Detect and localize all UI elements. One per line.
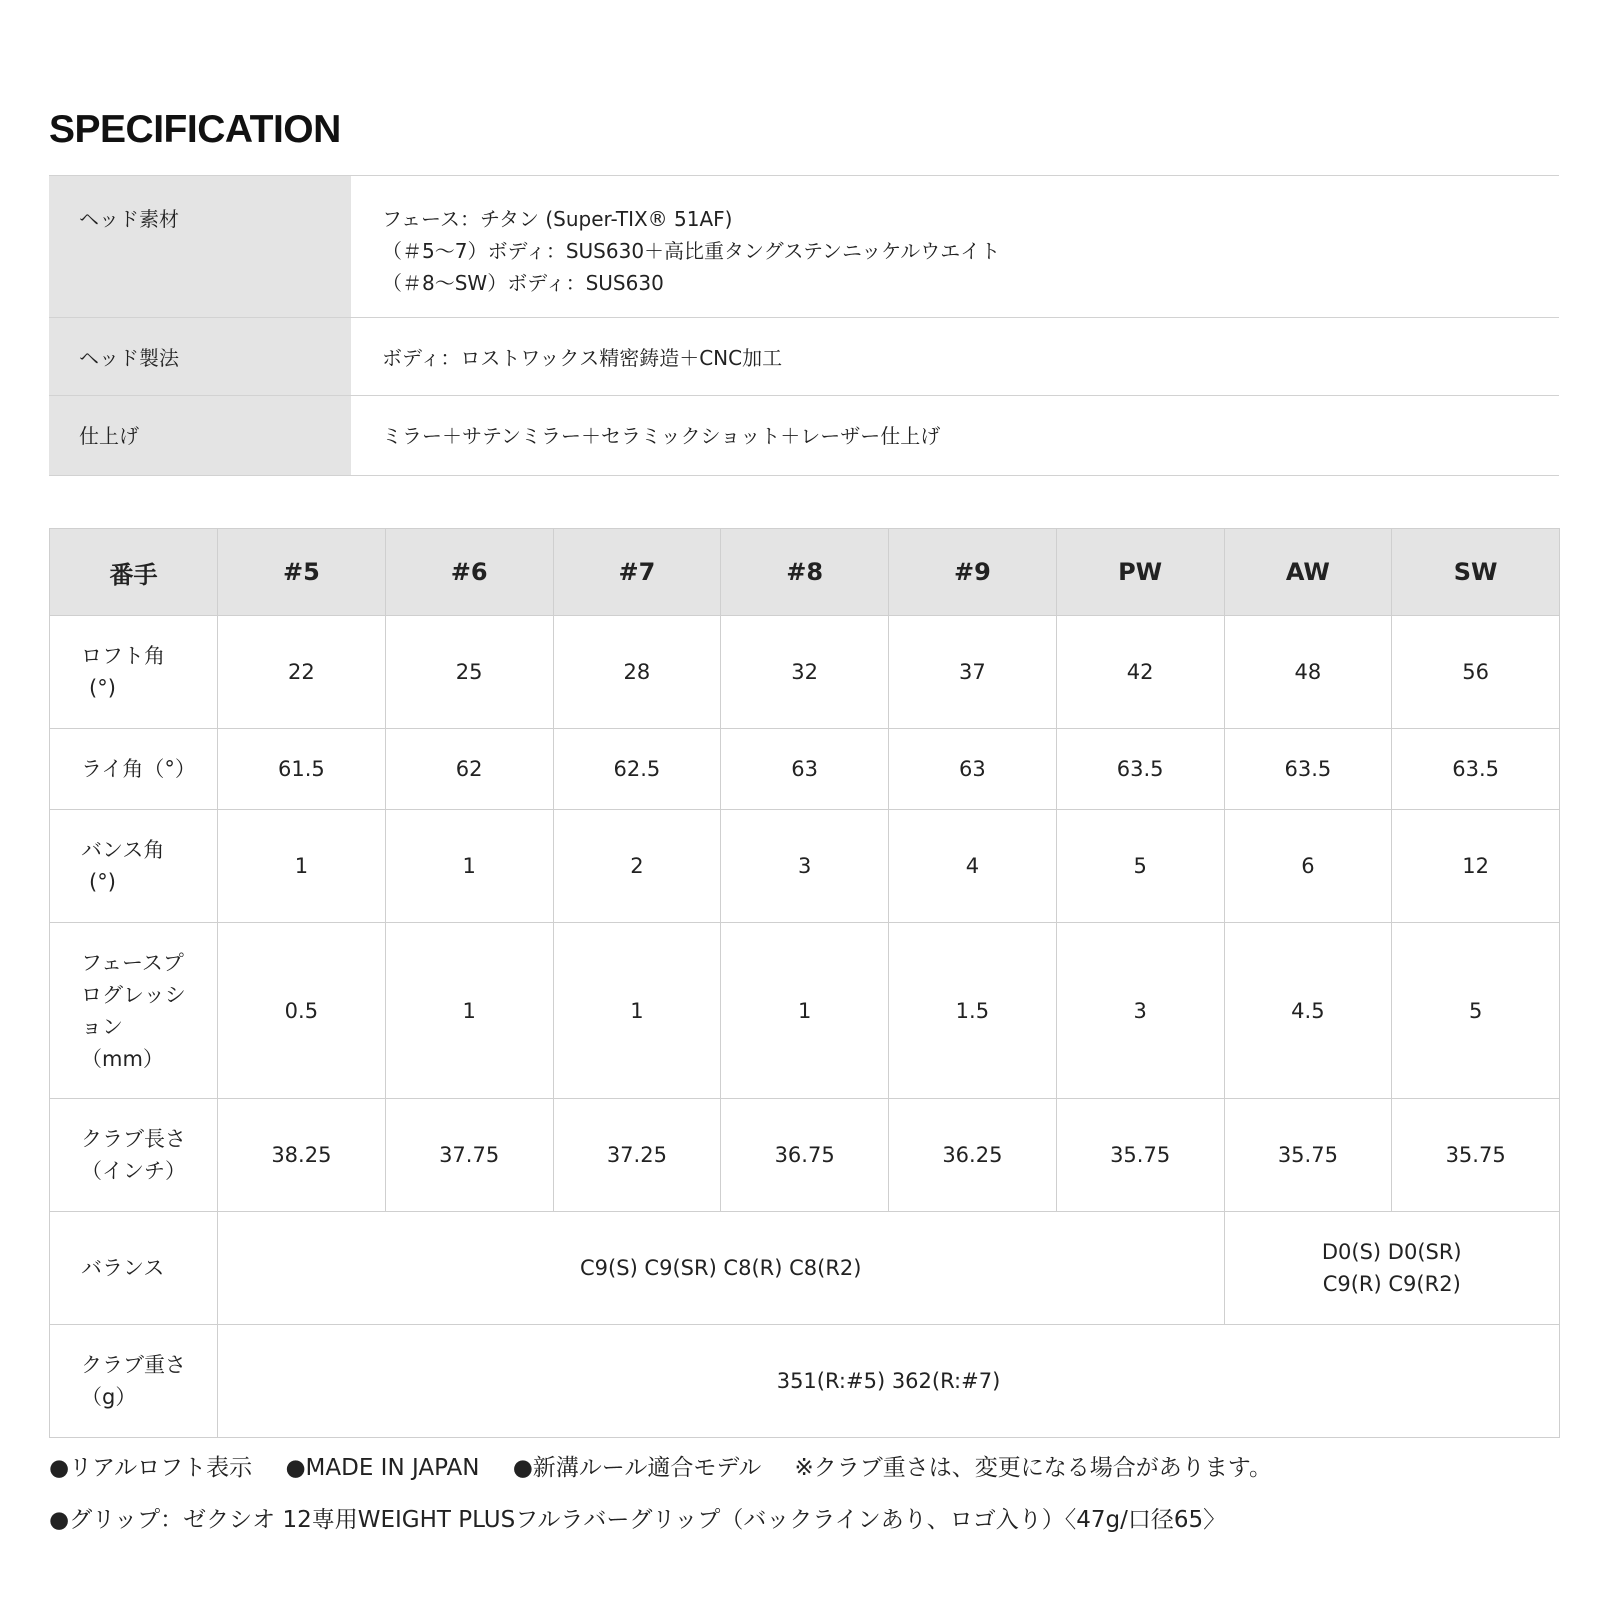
table-cell: 63 bbox=[889, 729, 1057, 810]
table-cell: 25 bbox=[385, 616, 553, 729]
table-cell: 35.75 bbox=[1224, 1099, 1392, 1212]
header-cell: SW bbox=[1392, 529, 1560, 616]
row-value-finish: ミラー＋サテンミラー＋セラミックショット＋レーザー仕上げ bbox=[351, 396, 1559, 476]
row-label: クラブ重さ （g） bbox=[50, 1325, 218, 1438]
table-cell: 35.75 bbox=[1392, 1099, 1560, 1212]
table-cell: 1 bbox=[385, 923, 553, 1099]
value-line: （＃5〜7）ボディ：SUS630＋高比重タングステンニッケルウエイト bbox=[382, 239, 1001, 263]
table-cell: 42 bbox=[1056, 616, 1224, 729]
note-real-loft: ●リアルロフト表示 bbox=[49, 1455, 253, 1481]
header-cell: #5 bbox=[218, 529, 386, 616]
value-line: （＃8〜SW）ボディ：SUS630 bbox=[382, 271, 664, 295]
row-label: ロフト角 (°) bbox=[50, 616, 218, 729]
row-label-head-method: ヘッド製法 bbox=[49, 318, 351, 396]
table-cell: 63.5 bbox=[1056, 729, 1224, 810]
row-label: ライ角（°） bbox=[50, 729, 218, 810]
footnote-line bbox=[49, 1453, 1559, 1505]
header-cell: #7 bbox=[553, 529, 721, 616]
table-cell: 4 bbox=[889, 810, 1057, 923]
table-cell-balance-iron: C9(S) C9(SR) C8(R) C8(R2) bbox=[218, 1212, 1225, 1325]
table-cell: 1 bbox=[721, 923, 889, 1099]
table-cell: 63 bbox=[721, 729, 889, 810]
table-cell: 28 bbox=[553, 616, 721, 729]
table-cell: 6 bbox=[1224, 810, 1392, 923]
footnote-grip: ●グリップ：ゼクシオ 12専用WEIGHT PLUSフルラバーグリップ（バックラインあり、ロゴ入り）〈47g/口径65〉 bbox=[49, 1507, 1227, 1533]
table-cell: 38.25 bbox=[218, 1099, 386, 1212]
table-row-club-length bbox=[50, 1099, 1560, 1212]
head-spec-table bbox=[49, 175, 1559, 476]
row-value-head-method: ボディ：ロストワックス精密鋳造＋CNC加工 bbox=[351, 318, 1559, 396]
footnotes bbox=[49, 1453, 1559, 1557]
table-cell: 32 bbox=[721, 616, 889, 729]
table-cell: 62 bbox=[385, 729, 553, 810]
table-cell: 5 bbox=[1392, 923, 1560, 1099]
header-cell: #8 bbox=[721, 529, 889, 616]
table-cell: 56 bbox=[1392, 616, 1560, 729]
table-cell: 4.5 bbox=[1224, 923, 1392, 1099]
row-label: バンス角 (°) bbox=[50, 810, 218, 923]
club-spec-table bbox=[49, 528, 1560, 1438]
row-label-head-material: ヘッド素材 bbox=[49, 176, 351, 318]
table-cell: 3 bbox=[1056, 923, 1224, 1099]
table-header-row bbox=[50, 529, 1560, 616]
table-cell: 0.5 bbox=[218, 923, 386, 1099]
table-row-bounce bbox=[50, 810, 1560, 923]
note-groove-rule: ●新溝ルール適合モデル bbox=[512, 1455, 762, 1481]
table-row-club-weight bbox=[50, 1325, 1560, 1438]
table-cell: 2 bbox=[553, 810, 721, 923]
note-weight-change: ※クラブ重さは、変更になる場合があります。 bbox=[794, 1455, 1272, 1481]
row-label: クラブ長さ （インチ） bbox=[50, 1099, 218, 1212]
table-cell: 37.25 bbox=[553, 1099, 721, 1212]
table-row bbox=[49, 176, 1559, 318]
row-value-head-material bbox=[351, 176, 1559, 318]
table-cell: 36.75 bbox=[721, 1099, 889, 1212]
note-made-in-japan: ●MADE IN JAPAN bbox=[285, 1455, 480, 1481]
table-cell-weight: 351(R:#5) 362(R:#7) bbox=[218, 1325, 1560, 1438]
table-row bbox=[49, 396, 1559, 476]
header-cell: #9 bbox=[889, 529, 1057, 616]
table-cell: 37 bbox=[889, 616, 1057, 729]
table-cell: 35.75 bbox=[1056, 1099, 1224, 1212]
table-cell: 48 bbox=[1224, 616, 1392, 729]
table-row-face-progression bbox=[50, 923, 1560, 1099]
table-cell: 61.5 bbox=[218, 729, 386, 810]
table-cell: 63.5 bbox=[1392, 729, 1560, 810]
table-cell: 36.25 bbox=[889, 1099, 1057, 1212]
table-cell: 1 bbox=[218, 810, 386, 923]
table-cell: 37.75 bbox=[385, 1099, 553, 1212]
table-cell-balance-wedge: D0(S) D0(SR) C9(R) C9(R2) bbox=[1224, 1212, 1560, 1325]
table-cell: 22 bbox=[218, 616, 386, 729]
table-cell: 3 bbox=[721, 810, 889, 923]
row-label-finish: 仕上げ bbox=[49, 396, 351, 476]
table-cell: 1 bbox=[385, 810, 553, 923]
header-cell: PW bbox=[1056, 529, 1224, 616]
header-cell: 番手 bbox=[50, 529, 218, 616]
table-cell: 5 bbox=[1056, 810, 1224, 923]
table-cell: 1.5 bbox=[889, 923, 1057, 1099]
row-label: バランス bbox=[50, 1212, 218, 1325]
table-row-balance bbox=[50, 1212, 1560, 1325]
table-cell: 62.5 bbox=[553, 729, 721, 810]
value-line: フェース：チタン (Super-TIX® 51AF) bbox=[382, 207, 733, 231]
row-label: フェースプ ログレッシ ョン （mm） bbox=[50, 923, 218, 1099]
table-row-lie bbox=[50, 729, 1560, 810]
header-cell: AW bbox=[1224, 529, 1392, 616]
table-cell: 63.5 bbox=[1224, 729, 1392, 810]
table-row bbox=[49, 318, 1559, 396]
header-cell: #6 bbox=[385, 529, 553, 616]
page-title: SPECIFICATION bbox=[49, 108, 341, 151]
table-cell: 12 bbox=[1392, 810, 1560, 923]
table-row-loft bbox=[50, 616, 1560, 729]
table-cell: 1 bbox=[553, 923, 721, 1099]
